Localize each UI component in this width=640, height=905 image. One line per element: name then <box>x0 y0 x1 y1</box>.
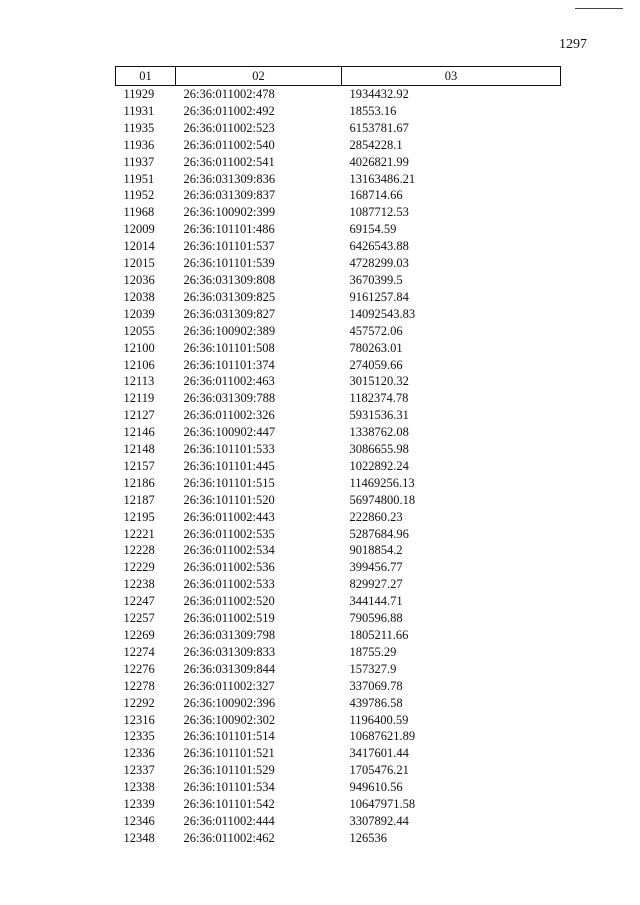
cell-id: 12187 <box>123 492 155 507</box>
cell-value: 5287684.96 <box>349 526 409 541</box>
table-row <box>116 644 561 661</box>
table-row <box>116 610 561 627</box>
cell-id: 12039 <box>123 306 155 321</box>
column-header-02: 02 <box>176 67 342 86</box>
cell-cadastral-number: 26:36:100902:396 <box>183 695 276 710</box>
cell-value: 10687621.89 <box>349 729 416 744</box>
cell-value: 9018854.2 <box>349 543 403 558</box>
cell-id: 12146 <box>123 425 155 440</box>
table-row <box>116 120 561 137</box>
cell-id: 12278 <box>123 678 155 693</box>
table-row <box>116 238 561 255</box>
table-row <box>116 424 561 441</box>
cell-id: 12346 <box>123 813 155 828</box>
data-table-container <box>115 66 560 847</box>
page-number: 1297 <box>559 37 587 52</box>
cell-id: 12348 <box>123 830 155 845</box>
cell-value: 3417601.44 <box>349 746 409 761</box>
cell-value: 6153781.67 <box>349 120 409 135</box>
table-row <box>116 272 561 289</box>
cell-value: 1196400.59 <box>349 712 409 727</box>
table-row <box>116 526 561 543</box>
cell-id: 12247 <box>123 594 155 609</box>
cell-cadastral-number: 26:36:101101:445 <box>183 458 275 473</box>
cell-id: 12336 <box>123 746 155 761</box>
cell-value: 790596.88 <box>349 611 403 626</box>
cell-cadastral-number: 26:36:101101:534 <box>183 780 275 795</box>
cell-cadastral-number: 26:36:011002:444 <box>183 813 275 828</box>
cell-id: 12339 <box>123 797 155 812</box>
table-row <box>116 661 561 678</box>
cell-cadastral-number: 26:36:031309:836 <box>183 171 276 186</box>
cell-value: 14092543.83 <box>349 306 416 321</box>
cell-cadastral-number: 26:36:100902:302 <box>183 712 276 727</box>
cell-cadastral-number: 26:36:101101:486 <box>183 222 275 237</box>
cell-id: 12127 <box>123 408 155 423</box>
cell-id: 12335 <box>123 729 155 744</box>
cell-cadastral-number: 26:36:011002:492 <box>183 103 275 118</box>
cell-cadastral-number: 26:36:031309:837 <box>183 188 276 203</box>
table-row <box>116 779 561 796</box>
table-row <box>116 390 561 407</box>
cell-cadastral-number: 26:36:031309:798 <box>183 628 276 642</box>
cell-cadastral-number: 26:36:100902:447 <box>183 425 276 440</box>
cell-cadastral-number: 26:36:011002:326 <box>183 408 275 423</box>
table-row <box>116 86 561 103</box>
cell-value: 3307892.44 <box>349 813 409 828</box>
cell-cadastral-number: 26:36:101101:374 <box>183 357 275 372</box>
table-row <box>116 830 561 847</box>
cell-id: 12228 <box>123 543 155 558</box>
cell-value: 829927.27 <box>349 577 403 592</box>
cell-id: 11931 <box>123 103 155 118</box>
table-row <box>116 492 561 509</box>
table-row <box>116 593 561 610</box>
cell-cadastral-number: 26:36:101101:521 <box>183 746 275 761</box>
cell-value: 1338762.08 <box>349 425 409 440</box>
cell-cadastral-number: 26:36:011002:443 <box>183 509 275 524</box>
cell-id: 12106 <box>123 357 155 372</box>
cell-value: 949610.56 <box>349 780 403 795</box>
cell-value: 10647971.58 <box>349 797 416 812</box>
table-row <box>116 712 561 729</box>
cell-id: 12113 <box>123 374 155 389</box>
cell-id: 11951 <box>123 171 155 186</box>
cell-value: 780263.01 <box>349 340 403 355</box>
table-row <box>116 762 561 779</box>
cell-id: 12316 <box>123 712 155 727</box>
cell-cadastral-number: 26:36:101101:515 <box>183 475 275 490</box>
cell-id: 11937 <box>123 154 155 169</box>
table-row <box>116 187 561 204</box>
cell-cadastral-number: 26:36:031309:827 <box>183 306 276 321</box>
cell-cadastral-number: 26:36:011002:533 <box>183 577 275 592</box>
cell-cadastral-number: 26:36:011002:520 <box>183 594 275 609</box>
cell-value: 69154.59 <box>349 222 397 237</box>
cell-cadastral-number: 26:36:100902:399 <box>183 205 276 220</box>
table-row <box>116 796 561 813</box>
table-row <box>116 627 561 644</box>
cell-value: 18553.16 <box>349 103 397 118</box>
table-body <box>116 86 561 847</box>
cell-id: 11929 <box>123 87 155 101</box>
cell-id: 12157 <box>123 458 155 473</box>
table-row <box>116 475 561 492</box>
cell-id: 12148 <box>123 442 155 457</box>
table-row <box>116 559 561 576</box>
cell-value: 56974800.18 <box>349 492 416 507</box>
cell-id: 11936 <box>123 137 155 152</box>
cell-id: 12009 <box>123 222 155 237</box>
cell-id: 12038 <box>123 289 155 304</box>
table-row <box>116 289 561 306</box>
cell-value: 1022892.24 <box>349 458 409 473</box>
cell-value: 1705476.21 <box>349 763 409 778</box>
cell-id: 12015 <box>123 256 155 271</box>
cell-cadastral-number: 26:36:100902:389 <box>183 323 276 338</box>
table-row <box>116 576 561 593</box>
cell-id: 12100 <box>123 340 155 355</box>
cell-value: 3670399.5 <box>349 272 403 287</box>
table-row <box>116 441 561 458</box>
cell-cadastral-number: 26:36:011002:463 <box>183 374 275 389</box>
cell-value: 1934432.92 <box>349 87 409 101</box>
cell-value: 157327.9 <box>349 661 397 676</box>
cell-value: 6426543.88 <box>349 239 409 254</box>
cell-cadastral-number: 26:36:101101:533 <box>183 442 275 457</box>
cell-cadastral-number: 26:36:011002:327 <box>183 678 275 693</box>
cell-id: 12292 <box>123 695 155 710</box>
cell-value: 457572.06 <box>349 323 403 338</box>
cell-value: 222860.23 <box>349 509 403 524</box>
cell-cadastral-number: 26:36:031309:825 <box>183 289 276 304</box>
cell-value: 1182374.78 <box>349 391 409 406</box>
cell-cadastral-number: 26:36:011002:540 <box>183 137 275 152</box>
cell-id: 12269 <box>123 628 155 642</box>
cell-cadastral-number: 26:36:101101:539 <box>183 256 275 271</box>
top-rule <box>575 8 623 9</box>
table-row <box>116 407 561 424</box>
table-row <box>116 458 561 475</box>
table-row <box>116 695 561 712</box>
cell-value: 4728299.03 <box>349 256 409 271</box>
cell-cadastral-number: 26:36:011002:541 <box>183 154 275 169</box>
cell-id: 12337 <box>123 763 155 778</box>
cell-value: 399456.77 <box>349 560 403 575</box>
table-row <box>116 813 561 830</box>
cell-value: 5931536.31 <box>349 408 409 423</box>
table-header <box>116 67 561 86</box>
table-row <box>116 745 561 762</box>
cell-id: 12274 <box>123 644 155 659</box>
table-row <box>116 728 561 745</box>
cell-value: 3086655.98 <box>349 442 409 457</box>
table-row <box>116 340 561 357</box>
cell-value: 11469256.13 <box>349 475 415 490</box>
cell-cadastral-number: 26:36:011002:478 <box>183 87 275 101</box>
table-row <box>116 255 561 272</box>
cell-cadastral-number: 26:36:011002:519 <box>183 611 275 626</box>
cell-id: 12221 <box>123 526 155 541</box>
table-row <box>116 221 561 238</box>
cell-cadastral-number: 26:36:011002:462 <box>183 830 275 845</box>
table-row <box>116 306 561 323</box>
cell-cadastral-number: 26:36:101101:542 <box>183 797 275 812</box>
cell-id: 11952 <box>123 188 155 203</box>
table-row <box>116 509 561 526</box>
cell-id: 12276 <box>123 661 155 676</box>
cell-id: 12119 <box>123 391 155 406</box>
header-row <box>116 67 561 86</box>
cell-cadastral-number: 26:36:101101:514 <box>183 729 275 744</box>
cell-value: 274059.66 <box>349 357 403 372</box>
cell-id: 12186 <box>123 475 155 490</box>
cell-id: 12014 <box>123 239 155 254</box>
cell-value: 2854228.1 <box>349 137 403 152</box>
cell-id: 11968 <box>123 205 155 220</box>
cell-id: 11935 <box>123 120 155 135</box>
cell-id: 12036 <box>123 272 155 287</box>
cell-cadastral-number: 26:36:011002:534 <box>183 543 275 558</box>
table-row <box>116 678 561 695</box>
table-row <box>116 373 561 390</box>
table-row <box>116 204 561 221</box>
table-row <box>116 357 561 374</box>
cell-cadastral-number: 26:36:031309:833 <box>183 644 276 659</box>
cell-id: 12238 <box>123 577 155 592</box>
cell-value: 3015120.32 <box>349 374 409 389</box>
column-header-01: 01 <box>116 67 176 86</box>
table-row <box>116 171 561 188</box>
cell-cadastral-number: 26:36:031309:808 <box>183 272 276 287</box>
cell-id: 12257 <box>123 611 155 626</box>
cell-cadastral-number: 26:36:031309:788 <box>183 391 276 406</box>
cell-id: 12055 <box>123 323 155 338</box>
cell-cadastral-number: 26:36:011002:523 <box>183 120 275 135</box>
table-row <box>116 154 561 171</box>
table-row <box>116 103 561 120</box>
cell-value: 344144.71 <box>349 594 403 609</box>
cell-value: 1087712.53 <box>349 205 409 220</box>
cell-value: 126536 <box>349 830 387 845</box>
cell-value: 4026821.99 <box>349 154 409 169</box>
data-table <box>115 66 561 847</box>
table-row <box>116 137 561 154</box>
cell-cadastral-number: 26:36:031309:844 <box>183 661 276 676</box>
cell-cadastral-number: 26:36:011002:536 <box>183 560 275 575</box>
column-header-03: 03 <box>342 67 561 86</box>
cell-cadastral-number: 26:36:101101:508 <box>183 340 275 355</box>
cell-value: 337069.78 <box>349 678 403 693</box>
cell-cadastral-number: 26:36:101101:537 <box>183 239 275 254</box>
cell-value: 9161257.84 <box>349 289 409 304</box>
cell-value: 13163486.21 <box>349 171 416 186</box>
cell-cadastral-number: 26:36:101101:529 <box>183 763 275 778</box>
cell-value: 168714.66 <box>349 188 403 203</box>
table-row <box>116 542 561 559</box>
cell-value: 439786.58 <box>349 695 403 710</box>
cell-cadastral-number: 26:36:101101:520 <box>183 492 275 507</box>
cell-value: 1805211.66 <box>349 628 409 642</box>
cell-value: 18755.29 <box>349 644 397 659</box>
cell-cadastral-number: 26:36:011002:535 <box>183 526 275 541</box>
cell-id: 12195 <box>123 509 155 524</box>
table-row <box>116 323 561 340</box>
cell-id: 12338 <box>123 780 155 795</box>
cell-id: 12229 <box>123 560 155 575</box>
